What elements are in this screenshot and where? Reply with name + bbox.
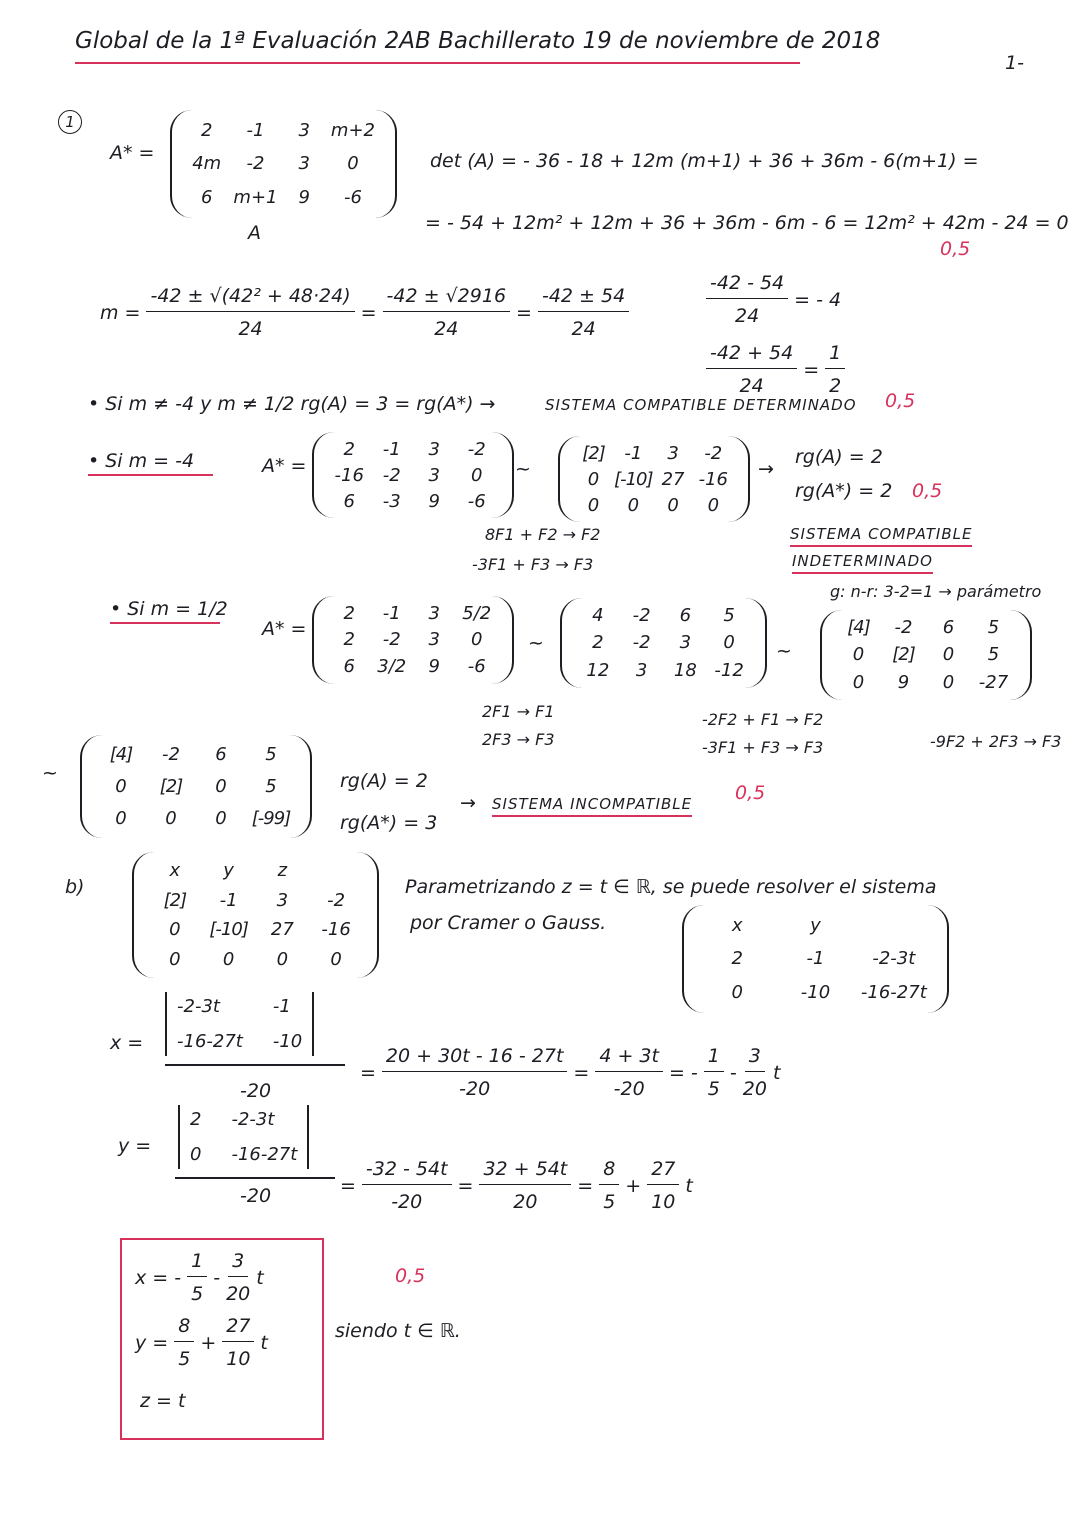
- case-1-result: SISTEMA COMPATIBLE DETERMINADO: [545, 396, 857, 414]
- matrix-cell: 6: [215, 744, 227, 766]
- matrix-reduced-system: [682, 905, 949, 1013]
- matrix-cell: -16: [698, 468, 728, 490]
- matrix-cell: 0: [115, 807, 127, 829]
- x-determinant: [165, 992, 314, 1056]
- astar-label: A* =: [262, 618, 307, 640]
- page-title: Global de la 1ª Evaluación 2AB Bachillerato 19 de noviembre de 2018: [75, 28, 881, 54]
- determinant-entry: -2-3t: [231, 1109, 275, 1130]
- row-operation: -2F2 + F1 → F2: [702, 710, 824, 729]
- equivalence-symbol: ~: [776, 640, 792, 662]
- rank-astar: rg(A*) = 2: [795, 480, 893, 502]
- matrix-cell: 12: [586, 659, 610, 681]
- y-label: y =: [118, 1135, 152, 1157]
- matrix-cell: 0: [215, 775, 227, 797]
- equals: =: [340, 1174, 356, 1197]
- matrix-cell-pivot: [-10]: [614, 468, 653, 490]
- matrix-cell: 3: [635, 659, 648, 681]
- matrix-cell: y: [223, 860, 234, 882]
- astar-label: A* =: [110, 142, 155, 164]
- matrix-cell: 4m: [192, 153, 222, 175]
- matrix-cell: x: [731, 915, 743, 937]
- case-1-text: • Si m ≠ -4 y m ≠ 1/2 rg(A) = 3 = rg(A*) →: [88, 393, 496, 415]
- matrix-cell: 0: [723, 632, 735, 654]
- matrix-cell: -6: [343, 186, 362, 208]
- equivalence-symbol: ~: [515, 458, 531, 480]
- matrix-cell: 5: [723, 605, 735, 627]
- matrix-cell: 18: [673, 659, 697, 681]
- matrix-cell: [888, 924, 900, 928]
- matrix-cell: 4: [592, 605, 604, 627]
- matrix-cell: 0: [667, 494, 679, 516]
- matrix-cell: 0: [169, 948, 181, 970]
- matrix-cell-pivot: [2]: [159, 775, 183, 797]
- fraction: $\frac{-42 \pm √2916}{24}$: [383, 285, 511, 340]
- matrix-cell-pivot: [4]: [847, 617, 870, 639]
- matrix-cell: y: [810, 915, 821, 937]
- fraction: $\frac{8}{5}$: [599, 1158, 619, 1213]
- matrix-cell: x: [169, 860, 181, 882]
- root-1: [700, 272, 841, 327]
- explanation-line-1: Parametrizando z = t ∈ ℝ, se puede resolver el sistema: [405, 876, 937, 898]
- matrix-cell: 0: [942, 671, 955, 693]
- matrix-cell: 0: [852, 644, 865, 666]
- matrix-cell: m+2: [330, 120, 375, 142]
- fraction: $\frac{27}{10}$: [222, 1315, 254, 1370]
- matrix-cell: 0: [852, 671, 865, 693]
- matrix-cell: 2: [343, 629, 355, 651]
- rank-a: rg(A) = 2: [795, 446, 883, 468]
- variable-t: t: [685, 1174, 693, 1197]
- matrix-cell: 3: [428, 602, 440, 624]
- matrix-cell: 0: [587, 494, 600, 516]
- fraction: $\frac{-42 - 54}{24}$: [706, 272, 788, 327]
- root-2: [700, 342, 851, 397]
- matrix-cell: -1: [806, 948, 825, 970]
- matrix-cell-pivot: [2]: [163, 889, 187, 911]
- arrow: →: [460, 792, 476, 814]
- fraction: $\frac{32 + 54t}{20}$: [479, 1158, 571, 1213]
- fraction-line: [175, 1177, 335, 1179]
- rank-a: rg(A) = 2: [340, 770, 428, 792]
- matrix-case2-original: [312, 432, 514, 518]
- determinant-entry: 0: [190, 1144, 202, 1165]
- matrix-cell: 3: [428, 464, 440, 486]
- fraction: $\frac{1}{5}$: [187, 1250, 207, 1305]
- matrix-cell: 3: [667, 442, 679, 464]
- matrix-cell: -16-27t: [860, 981, 927, 1003]
- matrix-case3-original: [312, 596, 514, 684]
- fraction-line: [165, 1064, 345, 1066]
- matrix-cell: 3: [298, 120, 310, 142]
- x-label: x =: [110, 1032, 144, 1054]
- score-annotation: 0,5: [885, 390, 916, 412]
- matrix-cell: 5: [265, 775, 277, 797]
- matrix-cell: -2: [632, 632, 651, 654]
- problem-number: 1: [58, 110, 82, 134]
- matrix-part-b: [132, 852, 379, 978]
- matrix-cell: 5: [987, 617, 1000, 639]
- equals: =: [577, 1174, 594, 1197]
- matrix-cell: 0: [587, 468, 600, 490]
- determinant-line-2: = - 54 + 12m² + 12m + 36 + 36m - 6m - 6 = 12m² + 42m - 24 = 0: [425, 212, 1069, 234]
- matrix-cell: -2: [246, 153, 265, 175]
- matrix-case3-step1: [560, 598, 767, 688]
- matrix-cell: -1: [624, 442, 643, 464]
- equals: =: [803, 358, 820, 381]
- minus: -: [213, 1266, 221, 1289]
- matrix-cell: 0: [471, 629, 483, 651]
- x-denominator: -20: [240, 1080, 272, 1102]
- matrix-cell: -2: [327, 889, 346, 911]
- case-2-result-2: INDETERMINADO: [792, 552, 933, 574]
- astar-label: A* =: [262, 455, 307, 477]
- fraction: $\frac{3}{20}$: [226, 1250, 251, 1305]
- matrix-cell: 2: [343, 438, 355, 460]
- matrix-cell: -3: [382, 490, 401, 512]
- matrix-cell: [330, 869, 342, 873]
- parameter-domain: siendo t ∈ ℝ.: [335, 1320, 461, 1342]
- solution-z: z = t: [140, 1390, 186, 1412]
- matrix-cell: 0: [731, 981, 743, 1003]
- matrix-cell: 2: [200, 120, 213, 142]
- matrix-cell: 2: [343, 602, 355, 624]
- matrix-case2-reduced: [558, 436, 750, 522]
- page-number: 1-: [1005, 52, 1024, 74]
- matrix-cell: z: [277, 860, 288, 882]
- plus: +: [625, 1174, 642, 1197]
- solution-x-label: x = -: [135, 1266, 182, 1289]
- title-underline: [75, 62, 800, 64]
- matrix-cell: -6: [467, 656, 486, 678]
- matrix-cell: -1: [219, 889, 238, 911]
- matrix-cell: -12: [714, 659, 744, 681]
- matrix-cell-pivot: [2]: [582, 442, 605, 464]
- matrix-cell: 0: [330, 948, 342, 970]
- equals: =: [516, 301, 532, 324]
- score-annotation: 0,5: [395, 1265, 426, 1287]
- equivalence-symbol: ~: [42, 762, 58, 784]
- matrix-cell: -6: [467, 490, 486, 512]
- x-simplification: [360, 1045, 780, 1100]
- equivalence-symbol: ~: [528, 632, 544, 654]
- score-annotation: 0,5: [940, 238, 971, 260]
- solution-y: [135, 1315, 268, 1370]
- fraction: $\frac{8}{5}$: [174, 1315, 194, 1370]
- case-3-result: SISTEMA INCOMPATIBLE: [492, 795, 692, 817]
- minus: -: [729, 1061, 737, 1084]
- matrix-cell: 2: [731, 948, 743, 970]
- matrix-cell: 3/2: [377, 656, 407, 678]
- matrix-cell: 9: [428, 656, 440, 678]
- matrix-cell: -1: [246, 120, 265, 142]
- matrix-cell: -2: [632, 605, 651, 627]
- matrix-cell: 6: [942, 617, 955, 639]
- matrix-cell: 27: [661, 468, 685, 490]
- matrix-cell: 3: [428, 629, 440, 651]
- matrix-cell: 3: [428, 438, 440, 460]
- matrix-cell: 0: [627, 494, 640, 516]
- matrix-cell: 0: [347, 153, 359, 175]
- fraction: $\frac{-42 \pm 54}{24}$: [538, 285, 629, 340]
- matrix-cell: -27: [978, 671, 1009, 693]
- matrix-cell: 3: [298, 153, 310, 175]
- fraction: $\frac{-32 - 54t}{-20}$: [362, 1158, 452, 1213]
- equals: =: [360, 301, 377, 324]
- matrix-cell: -16: [334, 464, 364, 486]
- variable-t: t: [772, 1061, 781, 1084]
- solution-y-label: y =: [135, 1331, 169, 1354]
- part-b-label: b): [65, 876, 85, 898]
- matrix-cell: -2: [382, 629, 401, 651]
- matrix-cell-pivot: [-99]: [251, 807, 291, 829]
- y-simplification: [340, 1158, 693, 1213]
- matrix-cell: 0: [276, 948, 289, 970]
- matrix-cell: 0: [222, 948, 235, 970]
- root-value: = - 4: [794, 288, 842, 311]
- equals: =: [360, 1061, 376, 1084]
- solution-x: [135, 1250, 264, 1305]
- matrix-cell: -1: [382, 438, 401, 460]
- matrix-cell-pivot: [2]: [892, 644, 915, 666]
- row-operation: 2F3 → F3: [482, 730, 555, 749]
- determinant-entry: -16-27t: [231, 1144, 298, 1165]
- fraction: $\frac{3}{20}$: [742, 1045, 767, 1100]
- plus: +: [200, 1331, 217, 1354]
- y-determinant: [178, 1105, 309, 1169]
- matrix-cell: 3: [276, 889, 289, 911]
- matrix-cell: 5: [987, 644, 1000, 666]
- matrix-case3-final: [80, 735, 312, 838]
- matrix-cell: 6: [343, 490, 355, 512]
- variable-t: t: [256, 1266, 264, 1289]
- row-operation: 2F1 → F1: [482, 702, 555, 721]
- matrix-cell: 0: [471, 464, 483, 486]
- matrix-cell: 0: [215, 807, 227, 829]
- equals: =: [457, 1174, 474, 1197]
- determinant-entry: 2: [190, 1109, 202, 1130]
- matrix-cell: 5/2: [462, 602, 492, 624]
- matrix-astar: [170, 110, 397, 218]
- matrix-a-label: A: [248, 222, 261, 244]
- matrix-cell: 6: [343, 656, 355, 678]
- row-operation: -3F1 + F3 → F3: [702, 738, 824, 757]
- matrix-cell: 3: [679, 632, 692, 654]
- row-operation: -9F2 + 2F3 → F3: [930, 732, 1062, 751]
- matrix-cell: 6: [679, 605, 692, 627]
- fraction: $\frac{27}{10}$: [647, 1158, 679, 1213]
- fraction: $\frac{\text{-42 ± √(42² + 48·24)}}{24}$: [146, 285, 354, 340]
- matrix-cell: -10: [800, 981, 831, 1003]
- m-label: m =: [100, 301, 141, 324]
- determinant-line-1: det (A) = - 36 - 18 + 12m (m+1) + 36 + 36m - 6(m+1) =: [430, 150, 979, 172]
- determinant-entry: -1: [272, 996, 291, 1017]
- determinant-entry: -2-3t: [177, 996, 220, 1017]
- explanation-line-2: por Cramer o Gauss.: [410, 912, 607, 934]
- matrix-cell: 0: [115, 775, 127, 797]
- equals: =: [573, 1061, 590, 1084]
- score-annotation: 0,5: [912, 480, 943, 502]
- fraction: $\frac{1}{2}$: [825, 342, 845, 397]
- matrix-cell: 9: [897, 671, 910, 693]
- case-2-label: • Si m = -4: [88, 450, 213, 476]
- matrix-cell: -1: [382, 602, 401, 624]
- matrix-cell: 0: [707, 494, 720, 516]
- m-solution-row: [100, 285, 635, 340]
- matrix-cell: 0: [165, 807, 177, 829]
- matrix-cell: -2: [704, 442, 723, 464]
- matrix-cell: -2: [382, 464, 401, 486]
- fraction: $\frac{20 + 30t - 16 - 27t}{-20}$: [382, 1045, 567, 1100]
- determinant-entry: -10: [272, 1031, 303, 1052]
- matrix-cell: 27: [270, 919, 294, 941]
- score-annotation: 0,5: [735, 782, 766, 804]
- case-2-result-1: SISTEMA COMPATIBLE: [790, 525, 972, 547]
- variable-t: t: [260, 1331, 268, 1354]
- matrix-cell: -2: [894, 617, 913, 639]
- matrix-cell: 9: [298, 186, 310, 208]
- matrix-cell: 2: [592, 632, 604, 654]
- matrix-cell: -2-3t: [872, 948, 916, 970]
- matrix-cell: 9: [428, 490, 440, 512]
- matrix-cell-pivot: [4]: [109, 744, 133, 766]
- row-operation: -3F1 + F3 → F3: [472, 555, 594, 574]
- parameters-count: g: n-r: 3-2=1 → parámetro: [830, 582, 1042, 601]
- determinant-entry: -16-27t: [177, 1031, 243, 1052]
- matrix-cell: 6: [200, 186, 213, 208]
- matrix-cell-pivot: [-10]: [209, 919, 248, 941]
- arrow: →: [758, 458, 774, 480]
- fraction: $\frac{1}{5}$: [704, 1045, 724, 1100]
- rank-astar: rg(A*) = 3: [340, 812, 438, 834]
- matrix-case3-step2: [820, 610, 1032, 700]
- fraction: $\frac{4 + 3t}{-20}$: [595, 1045, 663, 1100]
- matrix-cell: 5: [265, 744, 277, 766]
- matrix-cell: -16: [321, 919, 351, 941]
- matrix-cell: 0: [942, 644, 955, 666]
- matrix-cell: 0: [169, 919, 181, 941]
- matrix-cell: m+1: [233, 186, 278, 208]
- matrix-cell: -2: [162, 744, 180, 766]
- row-operation: 8F1 + F2 → F2: [485, 525, 601, 544]
- equals: = -: [668, 1061, 698, 1084]
- fraction: $\frac{-42 + 54}{24}$: [706, 342, 797, 397]
- y-denominator: -20: [240, 1185, 272, 1207]
- case-3-label: • Si m = 1/2: [110, 598, 220, 624]
- matrix-cell: -2: [467, 438, 486, 460]
